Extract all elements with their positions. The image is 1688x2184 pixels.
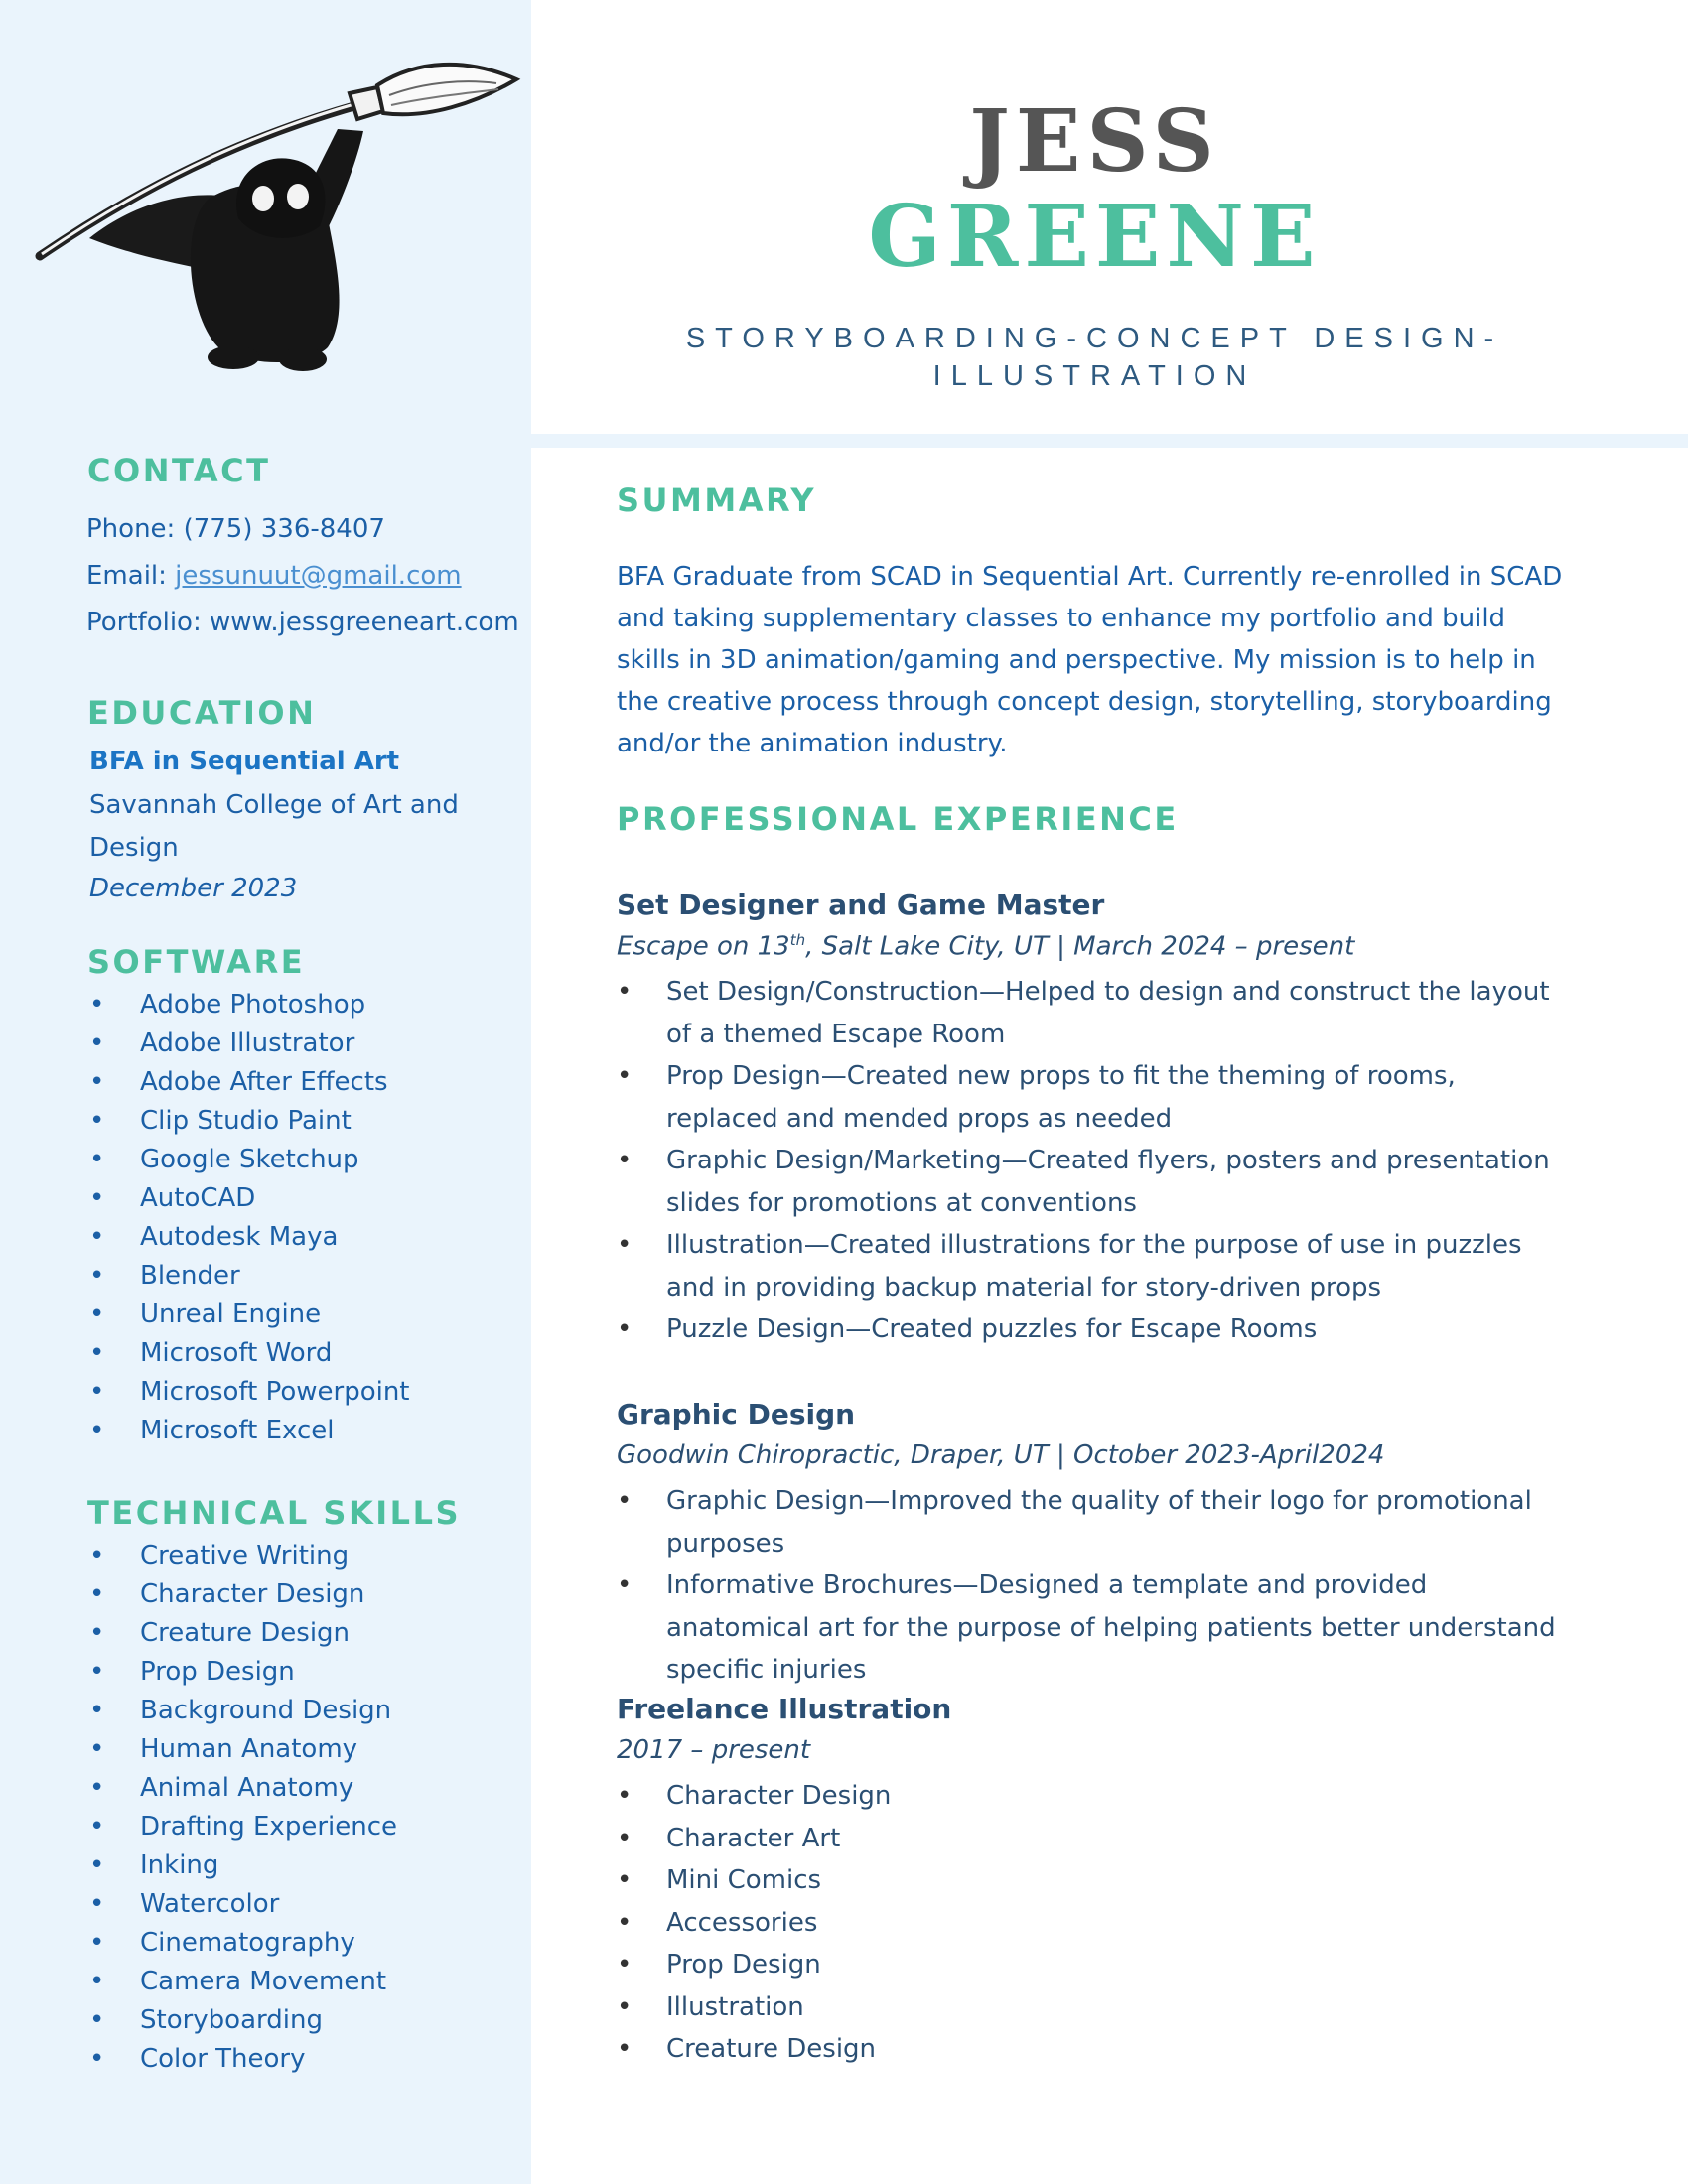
first-name: JESS [969, 91, 1220, 192]
software-heading: SOFTWARE [87, 943, 306, 981]
list-item: • Character Art [617, 1818, 1570, 1860]
list-item: • Microsoft Word [89, 1334, 410, 1373]
list-item: • Microsoft Powerpoint [89, 1373, 410, 1412]
list-item: • Watercolor [89, 1885, 397, 1924]
list-item: • Camera Movement [89, 1963, 397, 2001]
list-item: • Creature Design [617, 2028, 1570, 2071]
list-item: • Background Design [89, 1692, 397, 1730]
list-item: • Adobe Photoshop [89, 986, 410, 1024]
portfolio-link[interactable]: www.jessgreeneart.com [209, 608, 519, 637]
education-heading: EDUCATION [87, 694, 317, 732]
sidebar [0, 0, 531, 2184]
job-bullets [617, 1480, 1570, 1692]
list-item: • Informative Brochures—Designed a template and provided anatomical art for the purpose of helping patients better understand specific injuries [617, 1565, 1570, 1692]
summary-text: BFA Graduate from SCAD in Sequential Art. Currently re-enrolled in SCAD and taking supplementary classes to enhance my portfolio and build skills in 3D animation/gaming and perspective. My mission is to help in the creative process through concept design, storytelling, storyboarding and/or the animation industry. [617, 562, 1563, 758]
list-item: • Creative Writing [89, 1537, 397, 1575]
list-item: • Prop Design [89, 1653, 397, 1692]
list-item: • Human Anatomy [89, 1730, 397, 1769]
contact-email [86, 561, 462, 591]
list-item: • Character Design [617, 1775, 1570, 1818]
job-title: Freelance Illustration [617, 1693, 952, 1725]
contact-portfolio [86, 608, 519, 637]
phone-number[interactable]: (775) 336-8407 [183, 514, 385, 544]
list-item: • Animal Anatomy [89, 1769, 397, 1808]
list-item: • Clip Studio Paint [89, 1102, 410, 1141]
portfolio-label: Portfolio: [86, 608, 210, 637]
education-school: Savannah College of Art and Design [89, 790, 459, 863]
job-title: Set Designer and Game Master [617, 888, 1105, 921]
list-item: • AutoCAD [89, 1179, 410, 1218]
job-title: Graphic Design [617, 1398, 856, 1431]
list-item: • Creature Design [89, 1614, 397, 1653]
list-item: • Cinematography [89, 1924, 397, 1963]
job-subtitle: Goodwin Chiropractic, Draper, UT | October 2023-April2024 [617, 1440, 1385, 1470]
list-item: • Unreal Engine [89, 1296, 410, 1334]
job-bullets [617, 1775, 1570, 2071]
job-subtitle: 2017 – present [617, 1735, 811, 1765]
list-item: • Inking [89, 1846, 397, 1885]
list-item: • Color Theory [89, 2040, 397, 2079]
experience-heading: PROFESSIONAL EXPERIENCE [617, 800, 1179, 838]
list-item: • Prop Design [617, 1944, 1570, 1986]
contact-heading: CONTACT [87, 452, 271, 489]
phone-label: Phone: [86, 514, 184, 544]
ordinal-suffix: th [789, 931, 806, 949]
last-name: GREENE [868, 187, 1322, 287]
list-item: • Graphic Design/Marketing—Created flyers, posters and presentation slides for promotions at conventions [617, 1140, 1570, 1224]
contact-phone [86, 514, 385, 544]
list-item: • Blender [89, 1257, 410, 1296]
skills-list [89, 1537, 397, 2079]
list-item: • Illustration—Created illustrations for the purpose of use in puzzles and in providing backup material for story-driven props [617, 1224, 1570, 1308]
list-item: • Google Sketchup [89, 1141, 410, 1179]
list-item: • Graphic Design—Improved the quality of their logo for promotional purposes [617, 1480, 1570, 1565]
list-item: • Mini Comics [617, 1859, 1570, 1902]
list-item: • Puzzle Design—Created puzzles for Escape Rooms [617, 1308, 1570, 1351]
list-item: • Autodesk Maya [89, 1218, 410, 1257]
list-item: • Microsoft Excel [89, 1412, 410, 1450]
job-company: Escape on 13 [617, 931, 790, 962]
list-item: • Drafting Experience [89, 1808, 397, 1846]
ink-character-logo [30, 50, 526, 387]
education-date: December 2023 [89, 874, 298, 903]
list-item: • Adobe After Effects [89, 1063, 410, 1102]
job-location-date: , Salt Lake City, UT | March 2024 – present [805, 931, 1355, 962]
job-subtitle [617, 931, 1354, 962]
summary-heading: SUMMARY [617, 481, 817, 519]
list-item: • Illustration [617, 1986, 1570, 2029]
tagline: STORYBOARDING-CONCEPT DESIGN-ILLUSTRATION [685, 323, 1504, 392]
skills-heading: TECHNICAL SKILLS [87, 1494, 461, 1532]
list-item: • Set Design/Construction—Helped to design and construct the layout of a themed Escape Room [617, 971, 1570, 1055]
list-item: • Character Design [89, 1575, 397, 1614]
list-item: • Storyboarding [89, 2001, 397, 2040]
list-item: • Accessories [617, 1902, 1570, 1945]
email-label: Email: [86, 561, 176, 591]
email-link[interactable]: jessunuut@gmail.com [175, 561, 462, 591]
job-bullets [617, 971, 1570, 1351]
software-list [89, 986, 410, 1450]
list-item: • Adobe Illustrator [89, 1024, 410, 1063]
education-degree: BFA in Sequential Art [89, 747, 400, 776]
list-item: • Prop Design—Created new props to fit the theming of rooms, replaced and mended props as needed [617, 1055, 1570, 1140]
header-divider [531, 434, 1688, 448]
